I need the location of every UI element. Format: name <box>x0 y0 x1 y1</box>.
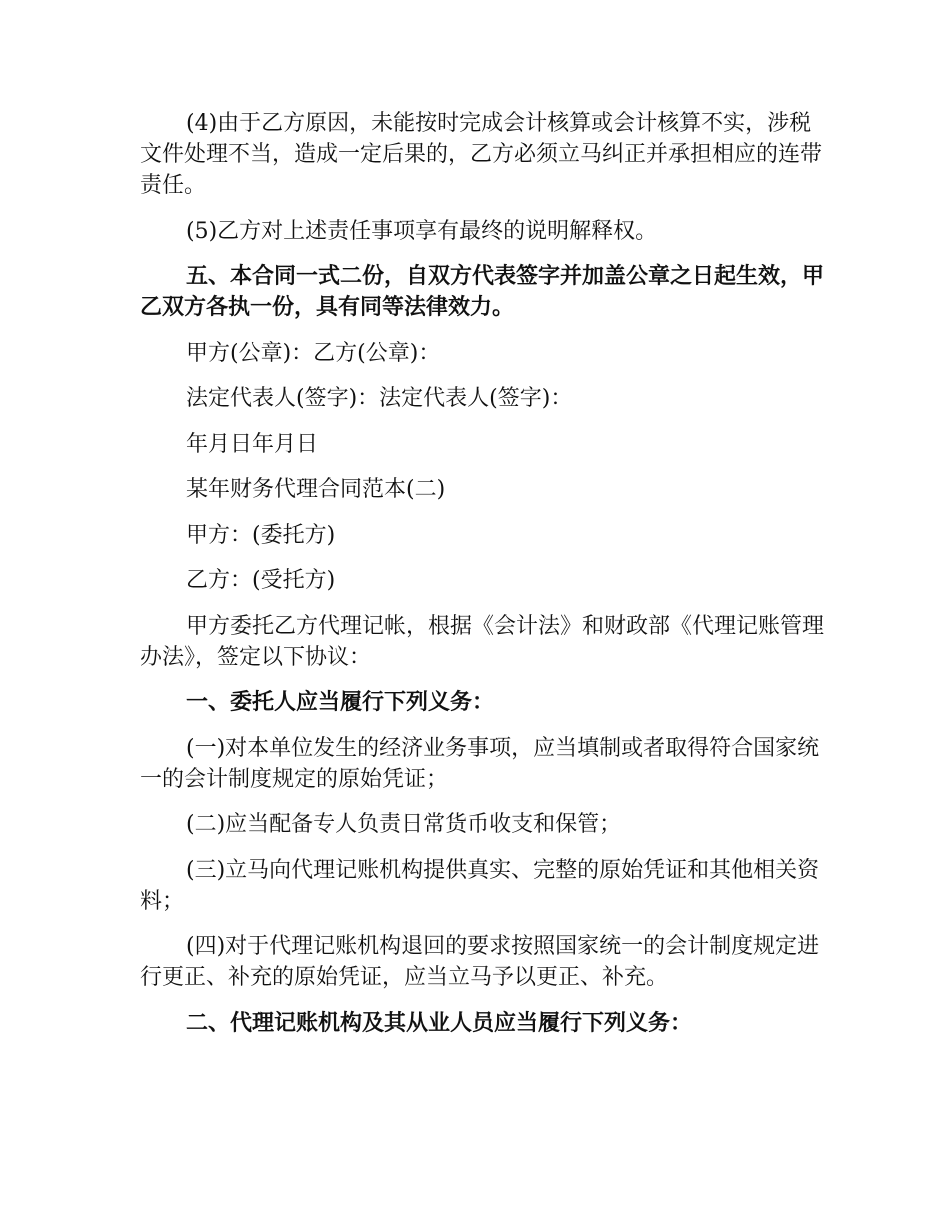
date-line: 年月日年月日 <box>186 431 319 457</box>
obligation-2-paragraph: (二)应当配备专人负责日常货币收支和保管； <box>186 812 622 837</box>
party-a-line: 甲方：(委托方) <box>186 522 336 548</box>
section-1-heading: 一、委托人应当履行下列义务： <box>186 689 495 715</box>
section-2-heading: 二、代理记账机构及其从业人员应当履行下列义务： <box>186 1009 693 1036</box>
signature-line: 法定代表人(签字)：法定代表人(签字)： <box>186 386 573 411</box>
clause-5-paragraph: (5)乙方对上述责任事项享有最终的说明解释权。 <box>186 218 658 244</box>
clause-4-paragraph: (4)由于乙方原因，未能按时完成会计核算或会计核算不实，涉税文件处理不当，造成一定后果的，乙方必须立马纠正并承担相应的连带责任。 <box>140 111 823 198</box>
contract-title-2: 某年财务代理合同范本(二) <box>186 477 446 502</box>
obligation-1-paragraph: (一)对本单位发生的经济业务事项，应当填制或者取得符合国家统一的会计制度规定的原始凭证； <box>140 735 820 792</box>
obligation-4-paragraph: (四)对于代理记账机构退回的要求按照国家统一的会计制度规定进行更正、补充的原始凭证，应当立马予以更正、补充。 <box>140 934 820 990</box>
party-b-line: 乙方：(受托方) <box>186 568 336 593</box>
seal-line: 甲方(公章)：乙方(公章)： <box>186 340 441 366</box>
intro-paragraph: 甲方委托乙方代理记帐，根据《会计法》和财政部《代理记账管理办法》，签定以下协议： <box>140 613 825 670</box>
document-body <box>140 108 830 1053</box>
obligation-3-paragraph: (三)立马向代理记账机构提供真实、完整的原始凭证和其他相关资料； <box>140 857 820 914</box>
section-5-heading: 五、本合同一式二份，自双方代表签字并加盖公章之日起生效，甲乙双方各执一份，具有同等法律效力。 <box>140 263 825 320</box>
